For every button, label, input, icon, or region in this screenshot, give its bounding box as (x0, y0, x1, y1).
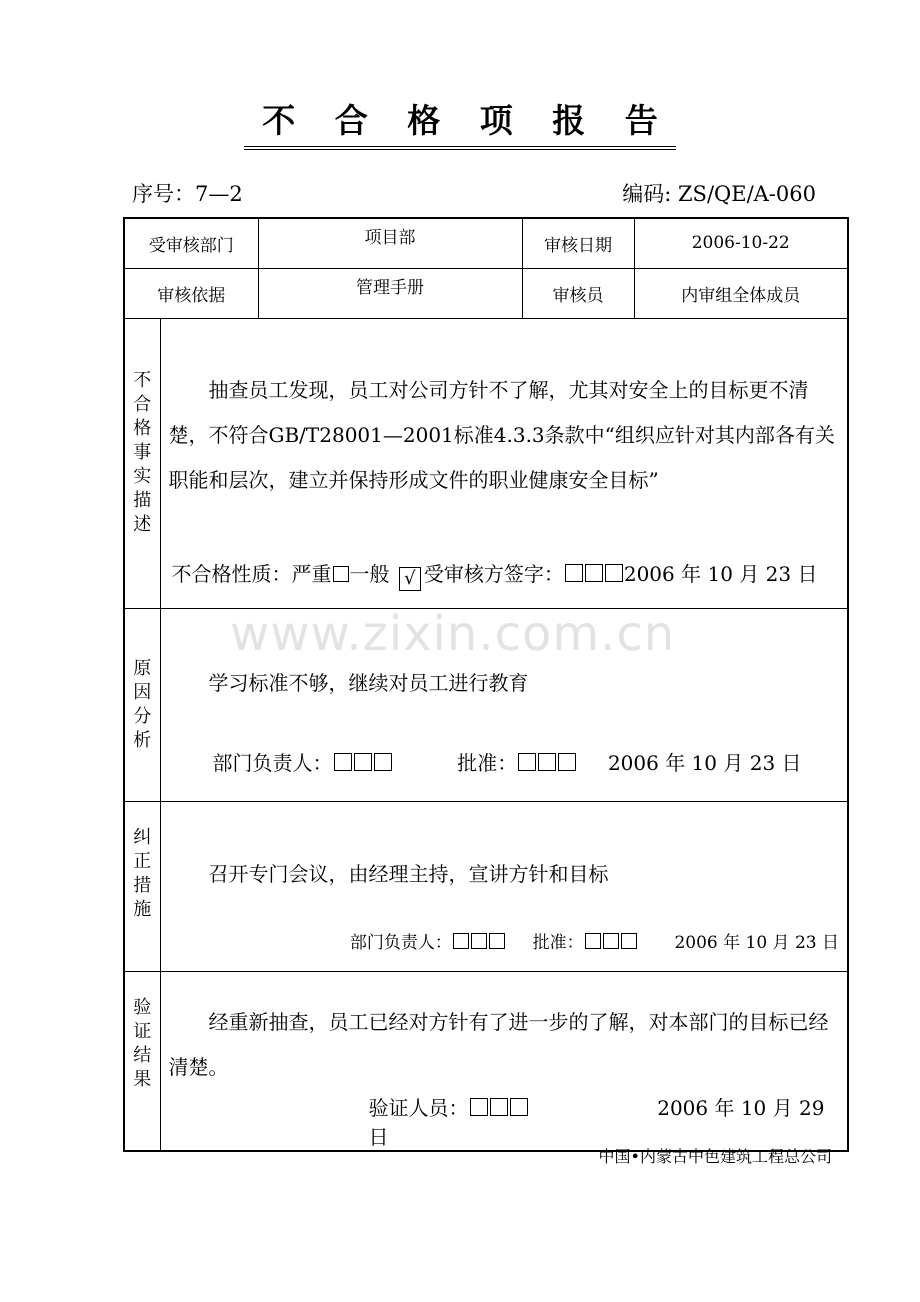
serial-number: 序号：7—2 (132, 182, 243, 206)
corrective-label (124, 801, 160, 971)
verification-cell (160, 971, 848, 1151)
corrective-label-char: 施 (133, 898, 152, 920)
report-title: 不 合 格 项 报 告 (0, 95, 920, 150)
company-footer: 中国•内蒙古中色建筑工程总公司 (598, 1147, 832, 1166)
nonconformity-label-char: 实 (133, 465, 152, 487)
nonconformity-label-char: 合 (133, 393, 152, 415)
cause-label-char: 原 (133, 657, 152, 679)
corrective-date: 2006 年 10 月 23 日 (674, 932, 839, 953)
cause-date: 2006 年 10 月 23 日 (607, 750, 802, 775)
auditor-value: 内审组全体成员 (634, 268, 848, 318)
watermark: www.zixin.com.cn (230, 606, 676, 662)
nonconformity-date: 2006 年 10 月 23 日 (623, 561, 818, 586)
cause-text: 学习标准不够，继续对员工进行教育 (208, 670, 529, 695)
serious-checkbox[interactable] (333, 566, 349, 582)
corrective-sign-line: 部门负责人： 批准： 2006 年 10 月 23 日 (349, 932, 839, 953)
verification-text: 经重新抽查，员工已经对方针有了进一步的了解，对本部门的目标已经清楚。 (168, 1009, 829, 1079)
corrective-label-char: 纠 (133, 826, 152, 848)
cause-label-char: 析 (133, 729, 152, 751)
cause-label-char: 分 (133, 705, 152, 727)
corrective-text: 召开专门会议，由经理主持，宣讲方针和目标 (208, 861, 609, 886)
nonconformity-label (124, 318, 160, 608)
verification-label-char: 果 (133, 1068, 152, 1090)
cause-label (124, 608, 160, 801)
nonconformity-nature-line: 不合格性质：严重 一般 √ 受审核方签字： 2006 年 10 月 23 日 (171, 561, 818, 589)
corrective-label-char: 正 (133, 850, 152, 872)
nonconformity-label-char: 述 (133, 513, 152, 535)
audit-date-label: 审核日期 (522, 218, 634, 268)
verification-sign-line: 验证人员： 2006 年 10 月 29 日 (368, 1095, 825, 1149)
nonconformity-label-char: 事 (133, 441, 152, 463)
document-code: 编码: ZS/QE/A-060 (622, 182, 816, 206)
corrective-label-char: 措 (133, 874, 152, 896)
dept-label: 受审核部门 (124, 218, 258, 268)
general-checkbox-checked[interactable]: √ (399, 567, 421, 591)
dept-value: 项目部 (258, 218, 522, 268)
cause-sign-line: 部门负责人： 批准： 2006 年 10 月 23 日 (212, 750, 802, 775)
verification-label-char: 证 (133, 1020, 152, 1042)
corrective-cell (160, 801, 848, 971)
verification-date: 2006 年 10 月 29 日 (368, 1095, 825, 1149)
auditor-label: 审核员 (522, 268, 634, 318)
nonconformity-text: 抽查员工发现，员工对公司方针不了解，尤其对安全上的目标更不清楚，不符合GB/T28001—2001标准4.3.3条款中“组织应针对其内部各有关职能和层次，建立并保持形成文件的职业健康安全目标” (168, 377, 835, 492)
verification-label (124, 971, 160, 1151)
report-form (123, 217, 849, 1152)
nonconformity-label-char: 描 (133, 489, 152, 511)
verification-label-char: 验 (133, 996, 152, 1018)
nonconformity-label-char: 不 (133, 369, 152, 391)
cause-label-char: 因 (133, 681, 152, 703)
verification-label-char: 结 (133, 1044, 152, 1066)
basis-label: 审核依据 (124, 268, 258, 318)
audit-date-value: 2006-10-22 (634, 218, 848, 268)
nonconformity-label-char: 格 (133, 417, 152, 439)
nonconformity-cell (160, 318, 848, 608)
basis-value: 管理手册 (258, 268, 522, 318)
